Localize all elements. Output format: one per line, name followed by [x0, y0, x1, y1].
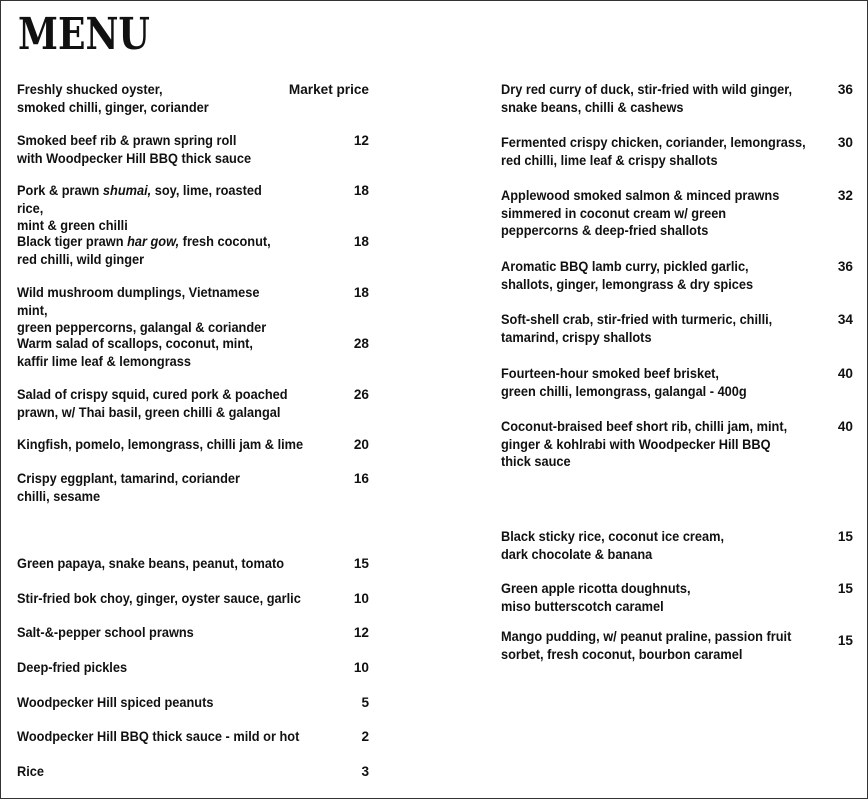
item-name: Woodpecker Hill spiced peanuts: [17, 695, 214, 710]
item-name: Mango pudding, w/ peanut praline, passion fruit sorbet, fresh coconut, bourbon caramel: [501, 629, 792, 662]
item-name: Green apple ricotta doughnuts, miso butterscotch caramel: [501, 581, 691, 614]
menu-item: [501, 134, 853, 169]
item-price: 12: [353, 625, 369, 640]
menu-item: [501, 580, 853, 615]
menu-item: [501, 311, 853, 346]
item-price: 32: [837, 188, 853, 203]
menu-item: [17, 659, 369, 677]
item-price: 18: [353, 234, 369, 249]
item-name: Stir-fried bok choy, ginger, oyster sauce, garlic: [17, 591, 301, 606]
item-price: 10: [353, 660, 369, 675]
item-price: 34: [837, 312, 853, 327]
menu-item: [17, 436, 369, 454]
menu-item: [17, 470, 369, 505]
item-price: 15: [837, 581, 853, 596]
item-price: 40: [837, 419, 853, 434]
item-name: Deep-fried pickles: [17, 660, 128, 675]
item-name-post: fresh coconut, red chilli, wild ginger: [17, 234, 271, 267]
item-price: 20: [353, 437, 369, 452]
item-price: 16: [353, 471, 369, 486]
menu-item: [501, 365, 853, 400]
item-name-post: soy, lime, roasted rice, mint & green chilli: [17, 183, 262, 233]
item-name: Applewood smoked salmon & minced prawns simmered in coconut cream w/ green peppercorns & deep-fried shallots: [501, 188, 780, 238]
menu-item: [17, 182, 369, 235]
menu-item: [17, 386, 369, 421]
item-price: 3: [361, 764, 369, 779]
item-price: 26: [353, 387, 369, 402]
item-name: Kingfish, pomelo, lemongrass, chilli jam & lime: [17, 437, 304, 452]
item-name: Warm salad of scallops, coconut, mint, kaffir lime leaf & lemongrass: [17, 336, 253, 369]
menu-item: [17, 590, 369, 608]
menu-item: [501, 81, 853, 116]
item-name: Black sticky rice, coconut ice cream, dark chocolate & banana: [501, 529, 725, 562]
item-price: 15: [837, 529, 853, 544]
menu-item: [17, 728, 369, 746]
menu-title: MENU: [18, 9, 150, 60]
item-name-pre: Pork & prawn: [17, 183, 103, 198]
menu-item: [501, 418, 853, 471]
menu-item: [501, 258, 853, 293]
menu-item: [17, 694, 369, 712]
item-name: Salt-&-pepper school prawns: [17, 625, 194, 640]
menu-item: [17, 132, 369, 167]
item-price: 12: [353, 133, 369, 148]
item-price: 28: [353, 336, 369, 351]
item-name: Dry red curry of duck, stir-fried with wild ginger, snake beans, chilli & cashews: [501, 82, 793, 115]
menu-item: [17, 763, 369, 781]
item-name: Rice: [17, 764, 44, 779]
item-name: [17, 233, 291, 268]
item-name: Green papaya, snake beans, peanut, tomato: [17, 556, 285, 571]
menu-item: [501, 628, 853, 663]
item-name: Wild mushroom dumplings, Vietnamese mint, green peppercorns, galangal & coriander: [17, 285, 267, 335]
item-price: 2: [361, 729, 369, 744]
item-name: Smoked beef rib & prawn spring roll with Woodpecker Hill BBQ thick sauce: [17, 133, 252, 166]
item-name: Salad of crispy squid, cured pork & poached prawn, w/ Thai basil, green chilli & galangal: [17, 387, 288, 420]
item-price: 15: [353, 556, 369, 571]
item-name: [17, 182, 291, 235]
item-name-italic: har gow,: [127, 234, 180, 249]
menu-item: [17, 624, 369, 642]
menu-item: [17, 81, 369, 116]
menu-item: [17, 555, 369, 573]
item-price: 18: [353, 285, 369, 300]
item-price: 5: [361, 695, 369, 710]
menu-item: [17, 335, 369, 370]
item-price: 36: [837, 259, 853, 274]
item-price: Market price: [288, 82, 369, 97]
item-price: 18: [353, 183, 369, 198]
menu-item: [17, 284, 369, 337]
item-price: 40: [837, 366, 853, 381]
item-price: 15: [837, 633, 853, 648]
item-price: 10: [353, 591, 369, 606]
item-name-italic: shumai,: [102, 183, 152, 198]
item-name: Crispy eggplant, tamarind, coriander chilli, sesame: [17, 471, 240, 504]
item-name: Aromatic BBQ lamb curry, pickled garlic, shallots, ginger, lemongrass & dry spices: [501, 259, 754, 292]
menu-item: [501, 528, 853, 563]
item-name: Soft-shell crab, stir-fried with turmeric, chilli, tamarind, crispy shallots: [501, 312, 773, 345]
menu-item: [501, 187, 853, 240]
item-name: Coconut-braised beef short rib, chilli jam, mint, ginger & kohlrabi with Woodpecker Hill BBQ thick sauce: [501, 419, 788, 469]
item-name: Freshly shucked oyster, smoked chilli, ginger, coriander: [17, 82, 209, 115]
item-price: 36: [837, 82, 853, 97]
item-name: Woodpecker Hill BBQ thick sauce - mild or hot: [17, 729, 300, 744]
item-name-pre: Black tiger prawn: [17, 234, 128, 249]
menu-item: [17, 233, 369, 268]
item-name: Fourteen-hour smoked beef brisket, green chilli, lemongrass, galangal - 400g: [501, 366, 747, 399]
item-price: 30: [837, 135, 853, 150]
item-name: Fermented crispy chicken, coriander, lemongrass, red chilli, lime leaf & crispy shallots: [501, 135, 806, 168]
